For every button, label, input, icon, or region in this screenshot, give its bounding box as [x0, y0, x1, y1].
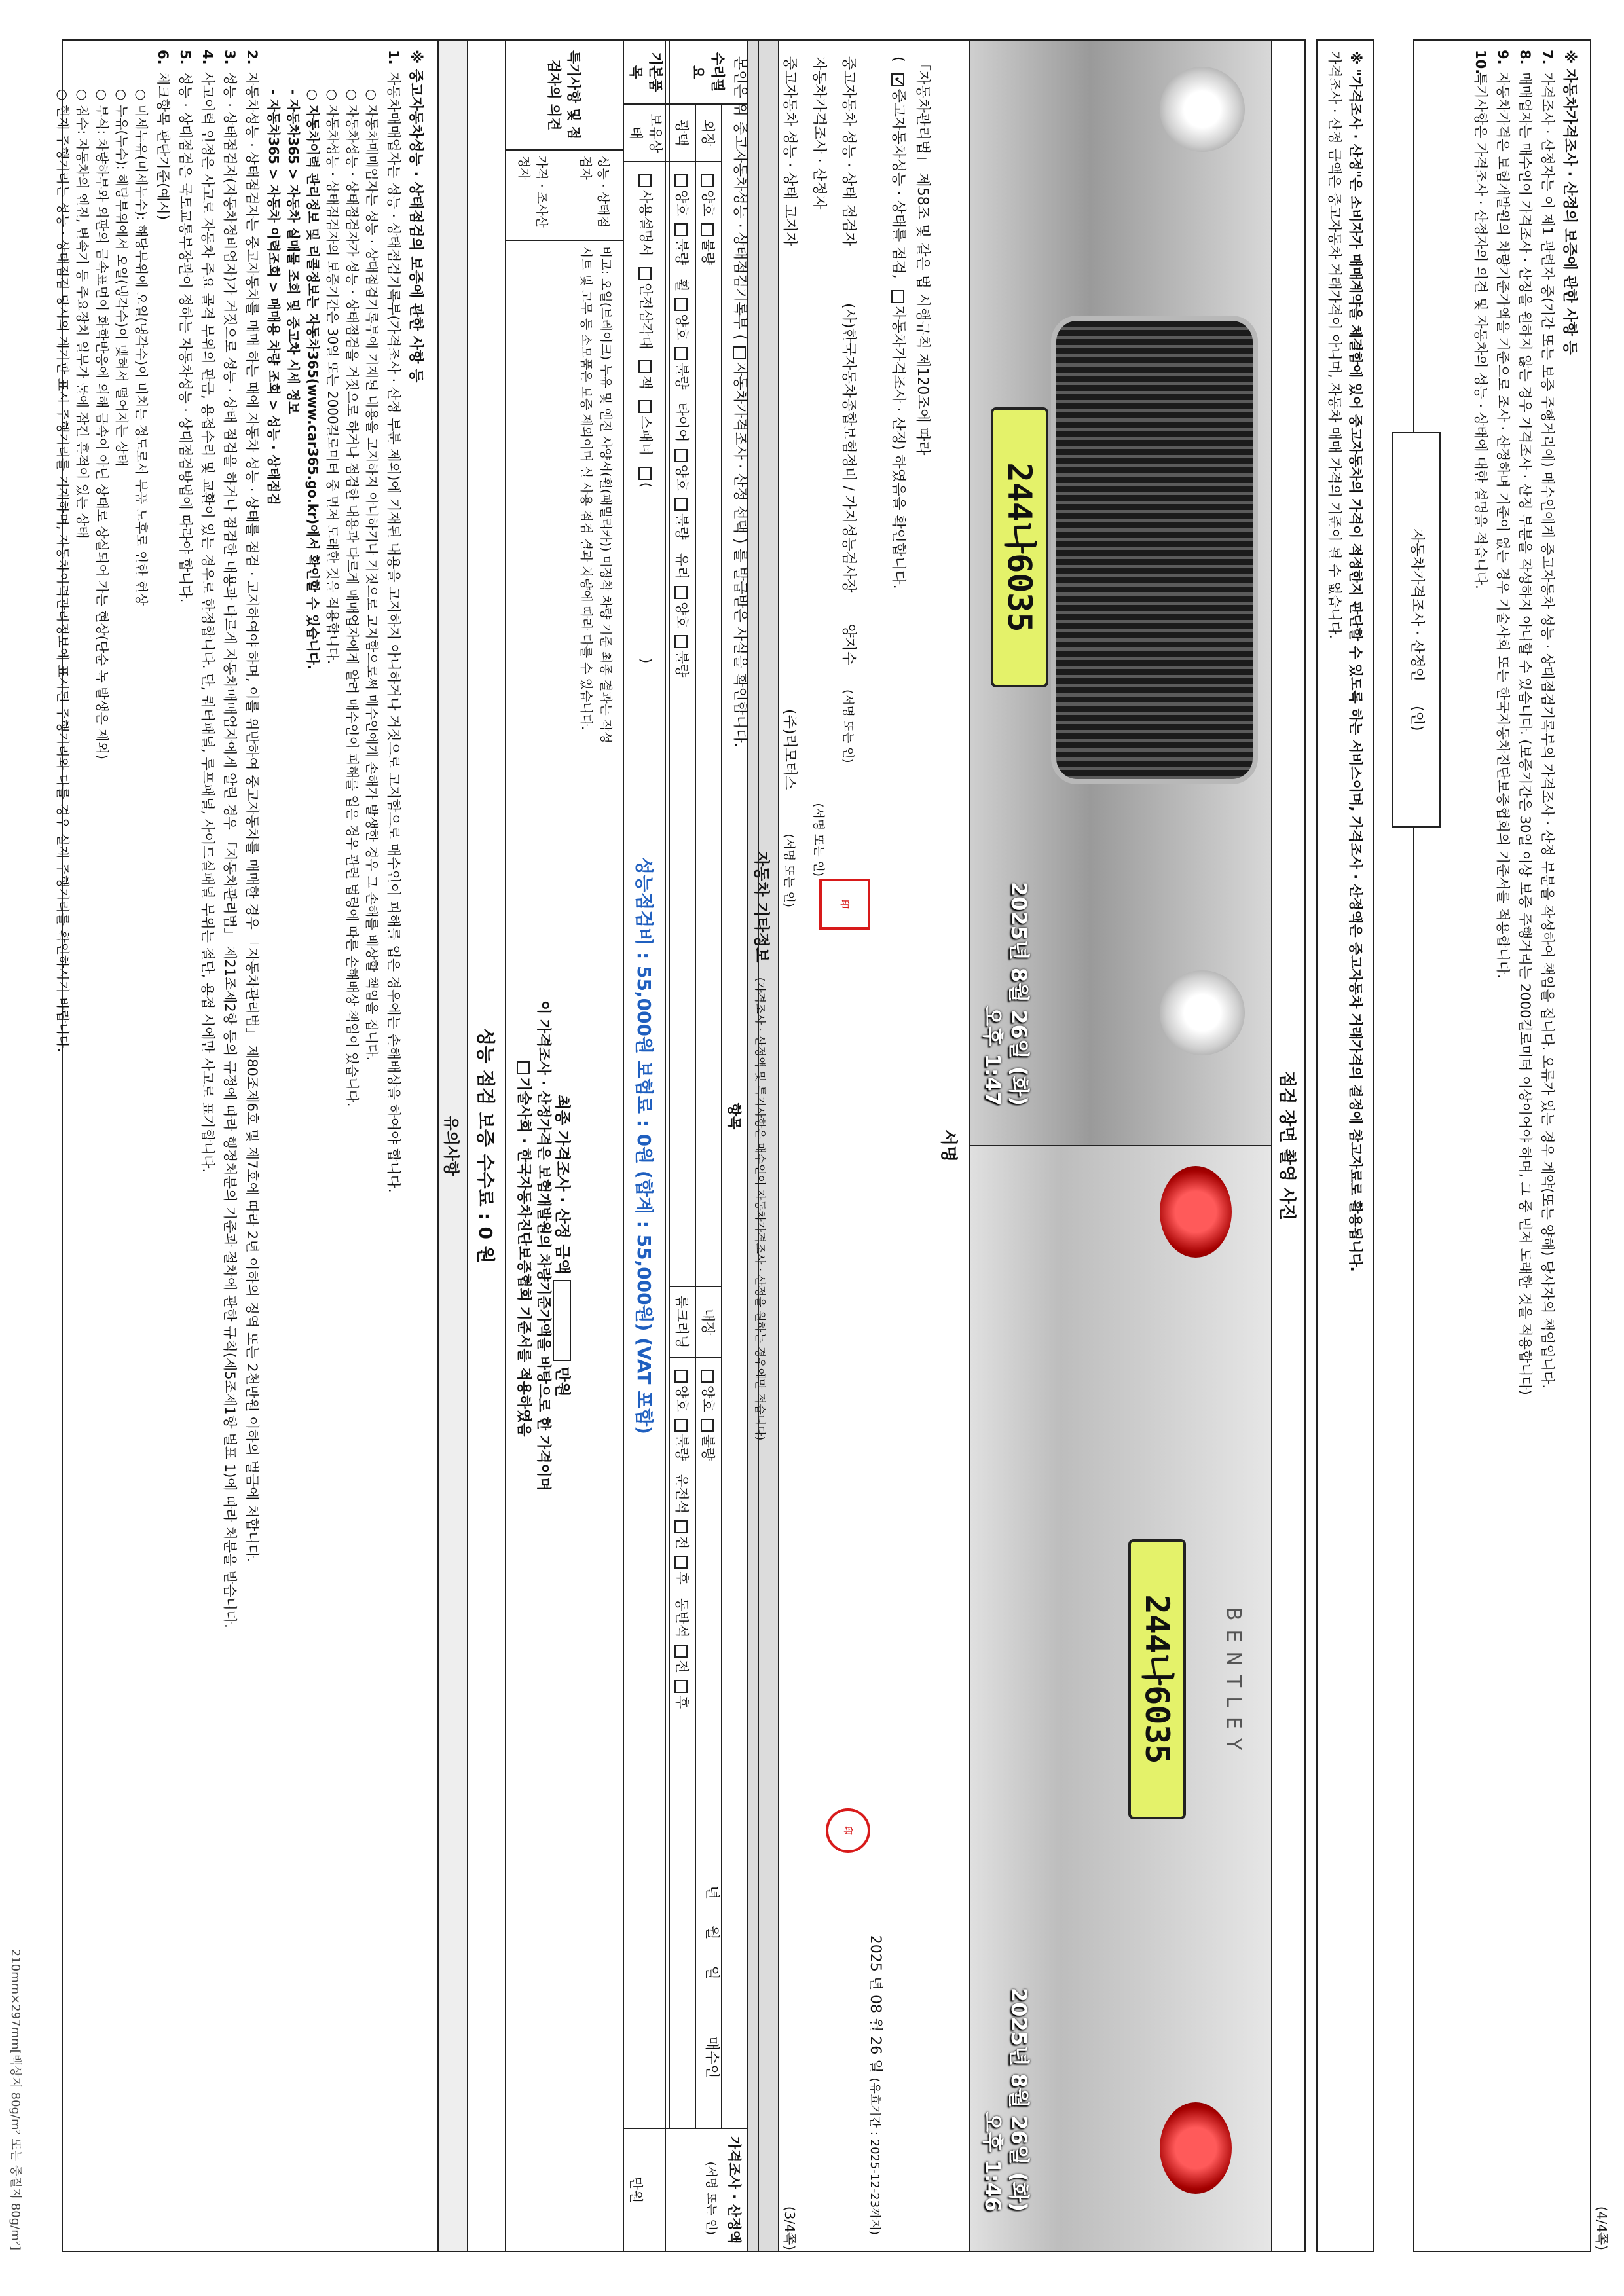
section-subtitle: (가격조사 · 산정액 및 특기사항은 매수인이 자동차가격조사 · 산정을 원하는 경우에만 적습니다)	[753, 977, 766, 1441]
supply-opts[interactable]: 양호불량	[695, 1357, 722, 2128]
license-plate: 244나6035	[991, 407, 1048, 687]
supply-label: 수리필요	[669, 40, 748, 104]
total-line: 성능점검비 : 55,000원 보험료 : 0원 (합계 : 55,000원) (VAT 포함)	[633, 857, 655, 1434]
price-header: 가격조사 · 산정액 만원	[623, 2128, 748, 2251]
signer-3: 중고자동차 성능 · 상태 고지자 (주)리모터스 (서명 또는 인)	[781, 56, 798, 907]
photo-row	[969, 39, 1272, 2252]
photo-caption: 2025년 8월 26일 (화)	[1006, 1987, 1031, 2212]
note-6-sub: ○ 미세누유(미세누수): 해당부위에 오일(냉각수)이 비치는 정도로서 부품 노후로 인한 현상 ○ 누유(누수): 해당부위에서 오일(냉각수)이 맺혀서 떨어지는 상태 ○ 부식: 차량하부와 외판의 금속표면이 화학반응에 의해 금속이 아닌 상태로 상실되어 가는 현상(단순 녹 발생은 제외) ○ 침수: 자동차의 엔진, 변속기 등 주요장치 일부가 물에 잠긴 흔적이 있는 상태 ○ 현재 주행거리는 성능 · 상태점검 당시의 계기판 표시 주행거리를 기재하며, 자동차이력관리정보에 표시된 주행거리와 다를 경우 실제 주행거리를 확인하시기 바랍니다.	[55, 89, 149, 1053]
red-seal: 印	[819, 879, 870, 930]
guarantee-banner: 성능 점검 보증 수수료 : 0 원	[467, 39, 505, 2252]
supply-name: 룸크리닝	[669, 1286, 695, 1357]
supply-opts[interactable]: 양호불량	[695, 162, 722, 1286]
signature-title: 서명	[938, 1129, 958, 1163]
note-8: 8.매매업자는 매수인이 가격조사 · 산정을 원하지 않는 경우 가격조사 · 산정 부분을 작성하지 아니할 수 있습니다. (보증기간은 30일 이상 보증 주행거리는 2000킬로미터 이상이어야 하며, 그 중 먼저 도래한 것을 적용합니다)	[1517, 50, 1533, 1395]
basic-label: 기본품목	[623, 40, 669, 104]
supply-name: 외장	[695, 104, 722, 162]
photo-caption: 2025년 8월 26일 (화)	[1006, 881, 1031, 1106]
check-performance[interactable]	[891, 73, 904, 86]
page-number: (4/4쪽)	[1594, 2206, 1610, 2250]
note-1: 1.자동차매매업자는 성능 · 상태점검기록부(가격조사 · 산정 부분 제외)에 기재된 내용을 고지하지 아니하거나 거짓으로 고지함으로 매수인이 피해를 입은 경우에는 손해배상을 하여야 합니다.	[386, 50, 401, 1193]
checkbox-line: ( ✓중고자동차성능 · 상태를 점검, 자동차가격조사 · 산정) 하였음을 확인합니다.	[889, 56, 910, 2235]
note-4: 4.사고이력 인정은 사고로 자동차 주요 골격 부위의 판금, 용접수리 및 교환이 있는 경우로 한정합니다. 단, 쿼터패널, 루프패널, 사이드실패널 부위는 절단, 용접 시에만 사고로 표기합니다.	[200, 50, 215, 1173]
check-price[interactable]	[891, 290, 904, 303]
buyer-line: 년월일 매수인 (서명 또는 인)	[703, 1886, 720, 2235]
supply-name: 광택	[669, 104, 695, 162]
notes-title: ※ 자동차가격조사 · 산정의 보증에 관한 사항 등	[1561, 50, 1578, 355]
notes-block-b	[1413, 39, 1591, 2252]
note-7: 7.가격조사 · 산정자는 이 제1 관련자 중(기간 또는 보증 주행거리에) 매수인에게 중고자동차 성능 · 상태점검기록부의 가격조사 · 산정 부분을 작성하여 책임을 집니다. 오류가 있는 경우 계약(또는 양해) 당사자의 책임입니다.	[1540, 50, 1555, 1389]
red-seal: 印	[826, 1808, 870, 1853]
confirm-text: 본인은 위 중고자동차성능 · 상태점검기록부 (자동차가격조사 · 산정 선택 ) 를 발급받은 사실을 확인합니다.	[731, 56, 748, 748]
sign-date: 2025 년 08 월 26 일 (유효기간 : 2025-12-23까지)	[867, 1935, 883, 2235]
caution-title: 유의사항	[437, 39, 467, 2252]
notes-title: ※ 중고자동차성능 · 상태점검의 보증에 관한 사항 등	[407, 50, 424, 383]
notes-block	[55, 39, 437, 2252]
note-2: 2.자동차성능 · 상태점검자는 중고자동차를 매매 하는 때에 자동차 성능 · 상태를 점검 · 고지하여야 하며, 이를 위반하여 중고자동차를 매매한 경우 「자동차관리법」 제80조제6호 및 제7호에 따라 2년 이하의 징역 또는 2천만원 이하의 벌금에 처합니다.	[244, 50, 260, 1563]
page-number: (3/4쪽)	[782, 2206, 798, 2250]
rear-photo: BENTLEY 244나6035 2025년 8월 26일 (화) 오후 1:46	[970, 1146, 1271, 2251]
special-table	[505, 39, 624, 2252]
photo-time: 오후 1:46	[980, 2111, 1005, 2212]
special-body: 비고: 오일(브레이크) 누유 및 엔진 사양서(휠(패밀리카)) 미장착 차량 기준 최종 결과는 작성 시트 및 고무 등 소모품은 보증 제외이며 실 사용 점검 결과 차량에 따라 다를 수 있습니다. 최종 가격조사 · 산정 금액 만원 이 가격조사 · 산정가격은 보험개발원의 차량기준가액을 바탕으로 한 가격이며 기술사회 · 한국자동차진단보증협회 기준서를 적용하였음	[506, 240, 623, 2251]
law-text: 「자동차관리법」 제58조 및 같은 법 시행규칙 제120조에 따라	[914, 56, 931, 456]
supply-opts[interactable]: 양호불량 운전석전후 동반석전후	[669, 1357, 695, 2128]
front-photo	[970, 41, 1271, 1146]
note-10: 10.특기사항은 가격조사 · 산정자의 의견 및 자동차의 성능 · 상태에 대한 설명을 적습니다.	[1473, 50, 1488, 589]
signer-1: 중고자동차 성능 · 상태 점검자 (사)한국자동차종합보험정비 / 가지성능검사장 양지수 (서명 또는 인)	[840, 56, 857, 763]
supply-opts[interactable]: 양호불량 휠양호불량 타이어양호불량 유리양호불량	[669, 162, 695, 1286]
caution-box: ※ "가격조사 · 산정"은 소비자가 매매계약을 체결함에 있어 중고자동차의 가격이 적정한지 판단할 수 있도록 하는 서비스이며, 가격조사 · 산정액은 중고자동차 거래가격의 결정에 참고자료로 활용됩니다. 가격조사 · 산정 금액은 중고자동차 거래가격이 아니며, 자동차 매매 가격의 기준이 될 수 없습니다.	[1316, 39, 1374, 2252]
photo-time: 오후 1:47	[980, 1006, 1005, 1106]
special-title: 특기사항 및 점검자의 의견	[506, 40, 623, 150]
basic-opts[interactable]: 사용설명서 안전삼각대 잭 스패너 ()	[623, 162, 669, 2128]
basic-name: 보유상태	[623, 104, 669, 162]
note-5: 5.성능 · 상태점검은 국토교통부장관이 정하는 자동차성능 · 상태점검방법에 따라야 합니다.	[177, 50, 193, 603]
seal-note-box: 자동차가격조사 · 산정인 (인)	[1392, 432, 1441, 828]
note-3: 3.성능 · 상태점검자(자동차정비업자)가 거짓으로 성능 · 상태 점검을 하거나 점검한 내용과 다르게 자동차매매업자에게 알린 경우 「자동차관리법」 제21조제2항 등의 규정에 따라 행정처분의 기준과 절차에 관한 규칙(제5조제1항 별표 1)에 따라 처분을 받습니다.	[222, 50, 238, 1628]
signer-2: 자동차가격조사 · 산정자 (서명 또는 인)	[811, 56, 827, 877]
license-plate: 244나6035	[1128, 1539, 1186, 1819]
items-label: 항목	[722, 104, 748, 2128]
paper-spec: 210mm×297mm[백상지 80g/m² 또는 중질지 80g/m²]	[9, 1948, 22, 2250]
photo-title: 점검 장면 촬영 사진	[1272, 39, 1306, 2252]
note-1-sub: ○ 자동차매매업자는 성능 · 상태점검기록부에 기재된 내용을 고지하지 아니하거나 거짓으로 고지함으로써 매수인에게 손해가 발생한 경우 그 손해를 배상할 책임을 집니다. ○ 자동차성능 · 상태점검자가 성능 · 상태점검을 거짓으로 하거나 점검한 내용과 다르게 매매업자에게 알려 매수인이 피해를 입은 경우 관련 법령에 따른 손해배상 책임이 있습니다. ○ 자동차성능 · 상태점검자의 보증기간은 30일 또는 2000킬로미터 중 먼저 도래한 것을 적용합니다. ○ 자동차이력 관리정보 및 리콜정보는 자동차365(www.car365.go.kr)에서 확인할 수 있습니다. - 자동차365 > 자동차 실매물 조회 및 중고차 시세 정보 - 자동차365 > 자동차 이력조회 > 매매용 차량 조회 > 성능 · 상태점검	[266, 89, 380, 1107]
signature-block	[758, 39, 969, 2252]
note-6: 6.체크항목 판단기준(예시)	[155, 50, 171, 220]
section-title: 자동차 기타정보	[752, 850, 771, 963]
supply-name: 내장	[695, 1286, 722, 1357]
confirm-block	[665, 39, 758, 2252]
special-roles: 성능 · 상태점검자 가격 · 조사산정자	[506, 150, 623, 240]
note-9: 9.자동차가격은 보험개발원의 차량기준가액을 기준으로 조사 · 산정하며 기준이 없는 경우 기술사회 또는 한국자동차진단보증협회의 기준서를 적용합니다.	[1495, 50, 1511, 979]
